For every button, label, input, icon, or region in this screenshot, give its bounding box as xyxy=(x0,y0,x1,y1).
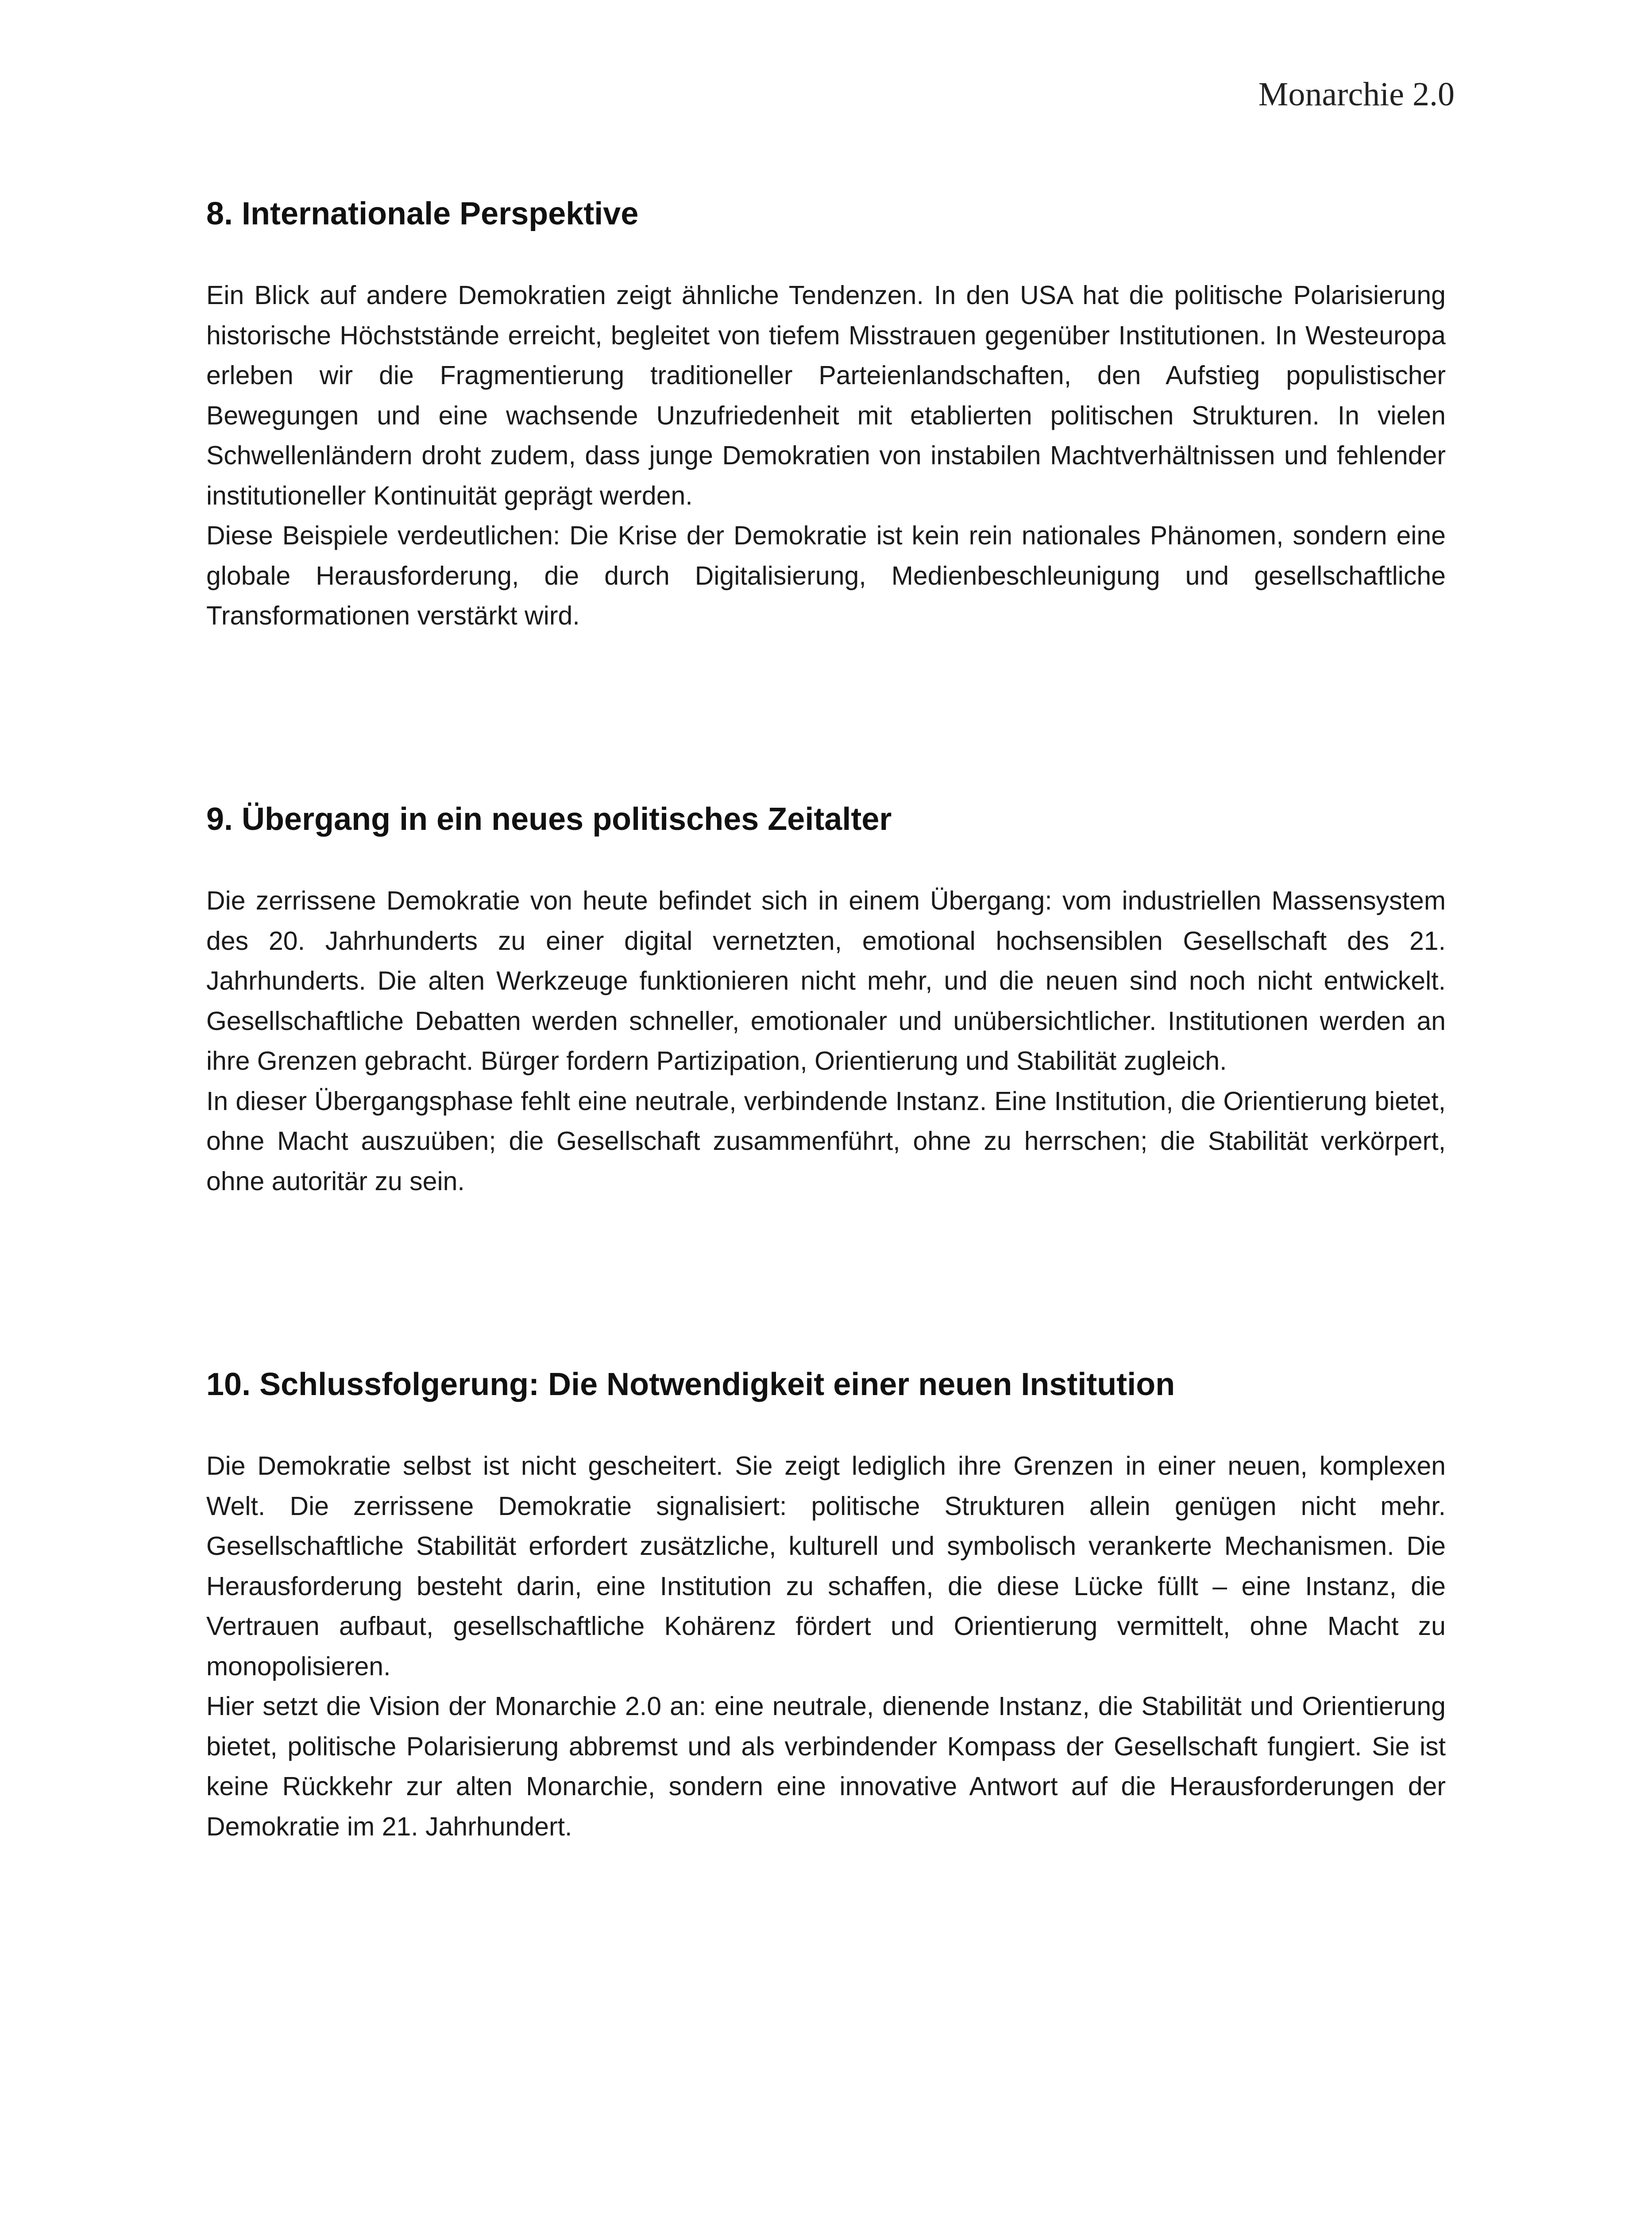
paragraph: In dieser Übergangsphase fehlt eine neutrale, verbindende Instanz. Eine Institution, die Orientierung bietet, ohne Macht auszuüben; die Gesellschaft zusammenführt, ohne zu herrschen; die Stabilität verkörpert, ohne autoritär zu sein. xyxy=(206,1086,1446,1196)
paragraph: Hier setzt die Vision der Monarchie 2.0 an: eine neutrale, dienende Instanz, die Stabilität und Orientierung bietet, politische Polarisierung abbremst und als verbindender Kompass der Gesellschaft fungiert. Sie ist keine Rückkehr zur alten Monarchie, sondern eine innovative Antwort auf die Herausforderungen der Demokratie im 21. Jahrhundert. xyxy=(206,1692,1446,1841)
section-body xyxy=(206,275,1446,636)
paragraph: Die Demokratie selbst ist nicht gescheitert. Sie zeigt lediglich ihre Grenzen in einer neuen, komplexen Welt. Die zerrissene Demokratie signalisiert: politische Strukturen allein genügen nicht mehr. Gesellschaftliche Stabilität erfordert zusätzliche, kulturell und symbolisch verankerte Mechanismen. Die Herausforderung besteht darin, eine Institution zu schaffen, die diese Lücke füllt – eine Instanz, die Vertrauen aufbaut, gesellschaftliche Kohärenz fördert und Orientierung vermittelt, ohne Macht zu monopolisieren. xyxy=(206,1451,1446,1681)
running-header: Monarchie 2.0 xyxy=(1258,76,1455,113)
paragraph: Die zerrissene Demokratie von heute befindet sich in einem Übergang: vom industriellen Massensystem des 20. Jahrhunderts zu einer digital vernetzten, emotional hochsensiblen Gesellschaft des 21. Jahrhunderts. Die alten Werkzeuge funktionieren nicht mehr, und die neuen sind noch nicht entwickelt. Gesellschaftliche Debatten werden schneller, emotionaler und unübersichtlicher. Institutionen werden an ihre Grenzen gebracht. Bürger fordern Partizipation, Orientierung und Stabilität zugleich. xyxy=(206,886,1446,1076)
section-heading: 8. Internationale Perspektive xyxy=(206,196,639,231)
section-body xyxy=(206,1446,1446,1847)
section-transition-new-era xyxy=(206,800,1446,1201)
section-conclusion xyxy=(206,1365,1446,1847)
paragraph: Ein Blick auf andere Demokratien zeigt ähnliche Tendenzen. In den USA hat die politische Polarisierung historische Höchststände erreicht, begleitet von tiefem Misstrauen gegenüber Institutionen. In Westeuropa erleben wir die Fragmentierung traditioneller Parteienlandschaften, den Aufstieg populistischer Bewegungen und eine wachsende Unzufriedenheit mit etablierten politischen Strukturen. In vielen Schwellenländern droht zudem, dass junge Demokratien von instabilen Machtverhältnissen und fehlender institutioneller Kontinuität geprägt werden. xyxy=(206,281,1446,510)
section-body xyxy=(206,881,1446,1201)
paragraph: Diese Beispiele verdeutlichen: Die Krise der Demokratie ist kein rein nationales Phänomen, sondern eine globale Herausforderung, die durch Digitalisierung, Medienbeschleunigung und gesellschaftliche Transformationen verstärkt wird. xyxy=(206,521,1446,631)
section-heading: 9. Übergang in ein neues politisches Zeitalter xyxy=(206,802,892,837)
section-international-perspective xyxy=(206,195,1446,636)
section-heading: 10. Schlussfolgerung: Die Notwendigkeit einer neuen Institution xyxy=(206,1367,1175,1402)
